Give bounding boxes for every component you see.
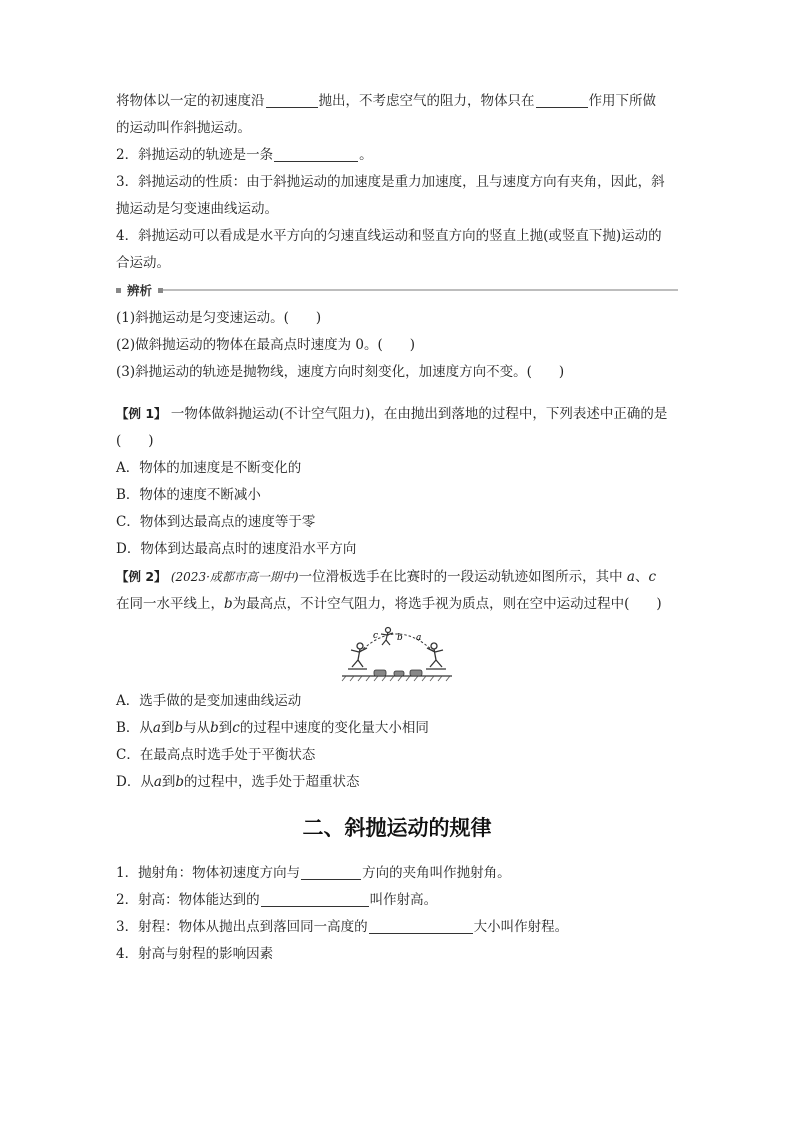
- obstacles: [374, 670, 422, 676]
- var-b: b: [224, 596, 233, 612]
- opt-d-var-b: b: [175, 774, 185, 790]
- left-skater: [348, 643, 367, 669]
- point-2-text: 2．斜抛运动的轨迹是一条: [116, 147, 274, 163]
- intro-line-2: 的运动叫作斜抛运动。: [116, 120, 251, 136]
- point-4-line-1: 4．斜抛运动可以看成是水平方向的匀速直线运动和竖直方向的竖直上抛(或竖直下抛)运动的: [116, 228, 662, 244]
- s2-item-3-a: 3．射程：物体从抛出点到落回同一高度的: [116, 919, 368, 935]
- label-b: b: [397, 633, 403, 643]
- blank-force[interactable]: [536, 91, 588, 108]
- opt-d-text-3: 的过程中，选手处于超重状态: [184, 774, 360, 790]
- s2-item-1-b: 方向的夹角叫作抛射角。: [362, 865, 511, 881]
- opt-b-var-b2: b: [210, 720, 219, 736]
- opt-d-var-a: a: [153, 774, 162, 790]
- skateboard-figure: [116, 622, 678, 684]
- opt-b-text-2: 到: [160, 720, 175, 736]
- example-2-stem-b: 在同一水平线上，: [116, 596, 224, 612]
- opt-b-text-4: 到: [218, 720, 233, 736]
- example-2-option-a[interactable]: A．选手做的是变加速曲线运动: [116, 693, 302, 709]
- blank-direction[interactable]: [266, 91, 318, 108]
- example-2-stem-line-2: [116, 591, 678, 618]
- bianxi-item-1: (1)斜抛运动是匀变速运动。( ): [116, 310, 322, 326]
- example-2-stem-c: 为最高点，不计空气阻力，将选手视为质点，则在空中运动过程中( ): [232, 596, 662, 612]
- label-a: a: [416, 633, 422, 643]
- section-2-item-3: [116, 914, 678, 941]
- blank-max-height[interactable]: [261, 890, 369, 907]
- section-2-title: 二、斜抛运动的规律: [302, 816, 492, 840]
- example-1-stem-text: 一物体做斜抛运动(不计空气阻力)，在由抛出到落地的过程中，下列表述中正确的是: [170, 406, 668, 422]
- opt-b-var-a: a: [152, 720, 161, 736]
- example-1-tag: 【例 1】: [116, 406, 167, 421]
- blank-displacement[interactable]: [369, 917, 473, 934]
- label-c: c: [373, 631, 379, 641]
- blank-trajectory[interactable]: [274, 145, 358, 162]
- divider-rule: [163, 289, 678, 291]
- s2-item-1-a: 1．抛射角：物体初速度方向与: [116, 865, 301, 881]
- opt-b-text-1: B．从: [116, 720, 153, 736]
- square-bullet-icon: [116, 288, 121, 293]
- s2-item-2-b: 叫作射高。: [369, 892, 438, 908]
- var-a: a: [626, 569, 635, 585]
- point-3-line-1: 3．斜抛运动的性质：由于斜抛运动的加速度是重力加速度，且与速度方向有夹角，因此，斜: [116, 174, 665, 190]
- point-3-line-2: 抛运动是匀变速曲线运动。: [116, 201, 278, 217]
- opt-d-text-2: 到: [161, 774, 176, 790]
- bianxi-item-2: (2)做斜抛运动的物体在最高点时速度为 0。( ): [116, 337, 416, 353]
- s2-item-3-b: 大小叫作射程。: [473, 919, 569, 935]
- example-2-stem-a: 一位滑板选手在比赛时的一段运动轨迹如图所示，其中: [298, 569, 623, 585]
- opt-d-text-1: D．从: [116, 774, 154, 790]
- opt-b-text-3: 与从: [183, 720, 211, 736]
- example-1-option-b[interactable]: B．物体的速度不断减小: [116, 487, 261, 503]
- example-2-option-d[interactable]: [116, 769, 678, 796]
- intro-text-b: 抛出，不考虑空气的阻力，物体只在: [318, 93, 535, 109]
- bianxi-label: 辨析: [127, 283, 153, 298]
- opt-b-var-b: b: [174, 720, 184, 736]
- var-sep: 、: [634, 569, 649, 585]
- point-2-end: 。: [359, 147, 373, 163]
- example-2-source: (2023·成都市高一期中): [170, 570, 299, 584]
- point-2: [116, 142, 678, 169]
- example-1-option-d[interactable]: D．物体到达最高点时的速度沿水平方向: [116, 541, 357, 557]
- example-1-option-a[interactable]: A．物体的加速度是不断变化的: [116, 460, 302, 476]
- section-2-item-2: [116, 887, 678, 914]
- skateboarder-trajectory-icon: [340, 622, 454, 684]
- example-1-stem: [116, 400, 678, 428]
- opt-b-var-c: c: [232, 720, 240, 736]
- intro-line-1: [116, 88, 678, 115]
- s2-item-2-a: 2．射高：物体能达到的: [116, 892, 260, 908]
- bianxi-item-3: (3)斜抛运动的轨迹是抛物线，速度方向时刻变化，加速度方向不变。( ): [116, 364, 565, 380]
- section-2-item-4: 4．射高与射程的影响因素: [116, 946, 274, 962]
- intro-text-c: 作用下所做: [588, 93, 656, 109]
- bianxi-divider: [116, 279, 678, 301]
- opt-b-text-5: 的过程中速度的变化量大小相同: [239, 720, 429, 736]
- page-content: [116, 88, 678, 968]
- example-2-option-c[interactable]: C．在最高点时选手处于平衡状态: [116, 747, 316, 763]
- example-2-stem-line-1: [116, 563, 678, 591]
- example-2-option-b[interactable]: [116, 715, 678, 742]
- var-c: c: [648, 569, 656, 585]
- point-4-line-2: 合运动。: [116, 255, 170, 271]
- example-2-tag: 【例 2】: [116, 569, 167, 584]
- intro-text-a: 将物体以一定的初速度沿: [116, 93, 265, 109]
- example-1-paren: ( ): [116, 433, 154, 449]
- example-1-option-c[interactable]: C．物体到达最高点的速度等于零: [116, 514, 316, 530]
- ground-hatch: [342, 676, 450, 681]
- blank-horizontal[interactable]: [301, 863, 361, 880]
- section-2-item-1: [116, 860, 678, 887]
